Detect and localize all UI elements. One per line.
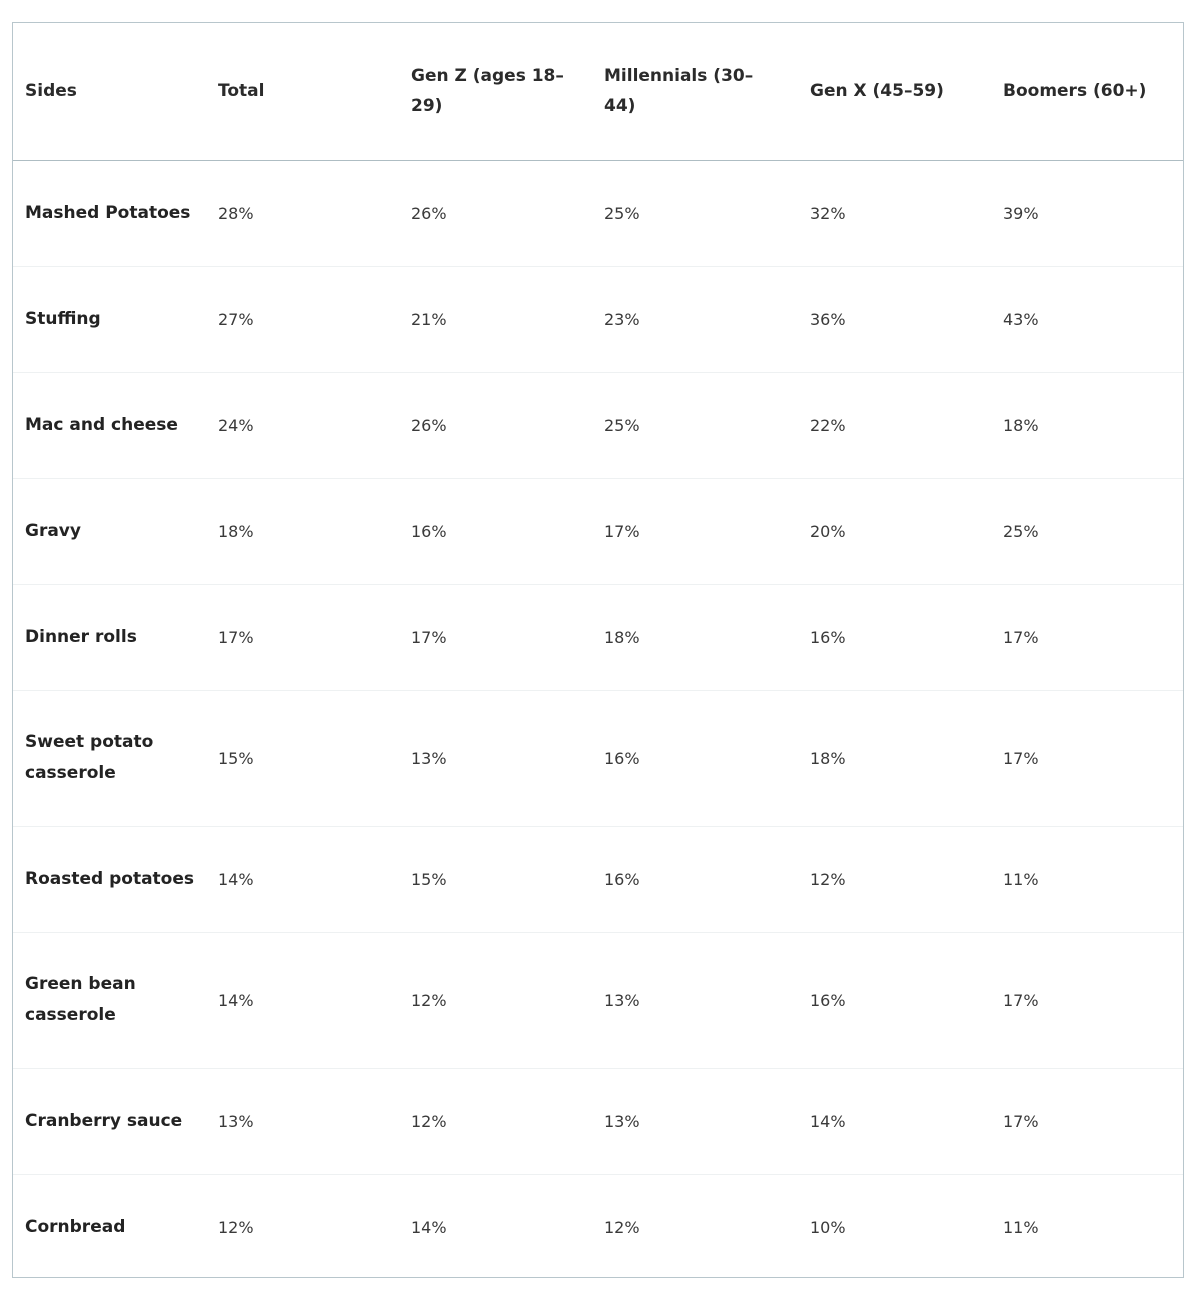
total-cell: 15% [206, 690, 399, 826]
total-cell: 24% [206, 372, 399, 478]
millennials-cell: 16% [592, 826, 798, 932]
header-row [13, 23, 1183, 160]
side-name-cell: Mashed Potatoes [25, 202, 191, 223]
gen-z-cell: 15% [399, 826, 592, 932]
header-gen-x: Gen X (45–59) [798, 23, 991, 160]
gen-z-cell: 26% [399, 372, 592, 478]
table-row [13, 932, 1183, 1068]
sides-by-generation-table [13, 23, 1183, 1280]
boomers-cell: 11% [991, 826, 1183, 932]
table-row [13, 160, 1183, 266]
table-row [13, 584, 1183, 690]
total-cell: 14% [206, 826, 399, 932]
millennials-cell: 12% [592, 1174, 798, 1280]
boomers-cell: 11% [991, 1174, 1183, 1280]
side-name-cell: Dinner rolls [13, 584, 206, 690]
gen-z-cell: 21% [399, 266, 592, 372]
millennials-cell: 17% [592, 478, 798, 584]
total-cell: 28% [218, 203, 254, 223]
table-body [13, 160, 1183, 1280]
millennials-cell: 18% [592, 584, 798, 690]
gen-x-cell: 32% [810, 203, 846, 223]
boomers-cell: 25% [991, 478, 1183, 584]
total-cell: 27% [206, 266, 399, 372]
gen-x-cell: 20% [798, 478, 991, 584]
total-cell: 18% [206, 478, 399, 584]
millennials-cell: 23% [592, 266, 798, 372]
side-name-cell: Stuffing [13, 266, 206, 372]
side-name-cell: Cornbread [13, 1174, 206, 1280]
boomers-cell: 17% [991, 584, 1183, 690]
side-name-cell: Gravy [13, 478, 206, 584]
gen-z-cell: 16% [399, 478, 592, 584]
table-row [13, 1174, 1183, 1280]
gen-x-cell: 16% [798, 584, 991, 690]
gen-z-cell: 26% [411, 203, 447, 223]
table-row [13, 826, 1183, 932]
gen-z-cell: 12% [399, 1068, 592, 1174]
sides-table-container [12, 22, 1184, 1278]
gen-x-cell: 12% [798, 826, 991, 932]
boomers-cell: 17% [991, 932, 1183, 1068]
millennials-cell: 13% [592, 1068, 798, 1174]
gen-x-cell: 18% [798, 690, 991, 826]
table-header [13, 23, 1183, 160]
boomers-cell: 43% [991, 266, 1183, 372]
total-cell: 17% [206, 584, 399, 690]
gen-x-cell: 14% [798, 1068, 991, 1174]
table-row [13, 690, 1183, 826]
header-millennials: Millennials (30–44) [592, 23, 798, 160]
gen-x-cell: 10% [798, 1174, 991, 1280]
gen-x-cell: 22% [798, 372, 991, 478]
gen-z-cell: 14% [399, 1174, 592, 1280]
millennials-cell: 16% [592, 690, 798, 826]
gen-x-cell: 36% [798, 266, 991, 372]
boomers-cell: 17% [991, 1068, 1183, 1174]
side-name-cell: Roasted potatoes [13, 826, 206, 932]
gen-z-cell: 12% [399, 932, 592, 1068]
gen-z-cell: 17% [399, 584, 592, 690]
header-gen-z: Gen Z (ages 18–29) [399, 23, 592, 160]
side-name-cell: Mac and cheese [13, 372, 206, 478]
boomers-cell: 39% [1003, 203, 1039, 223]
header-sides: Sides [13, 23, 206, 160]
millennials-cell: 25% [604, 203, 640, 223]
total-cell: 14% [206, 932, 399, 1068]
total-cell: 12% [206, 1174, 399, 1280]
side-name-cell: Cranberry sauce [13, 1068, 206, 1174]
boomers-cell: 17% [991, 690, 1183, 826]
table-row [13, 372, 1183, 478]
side-name-cell: Sweet potato casserole [13, 690, 206, 826]
side-name-cell: Green bean casserole [13, 932, 206, 1068]
table-row [13, 266, 1183, 372]
millennials-cell: 25% [592, 372, 798, 478]
header-total: Total [206, 23, 399, 160]
total-cell: 13% [206, 1068, 399, 1174]
header-boomers: Boomers (60+) [991, 23, 1183, 160]
gen-x-cell: 16% [798, 932, 991, 1068]
boomers-cell: 18% [991, 372, 1183, 478]
millennials-cell: 13% [592, 932, 798, 1068]
table-row [13, 1068, 1183, 1174]
table-row [13, 478, 1183, 584]
gen-z-cell: 13% [399, 690, 592, 826]
